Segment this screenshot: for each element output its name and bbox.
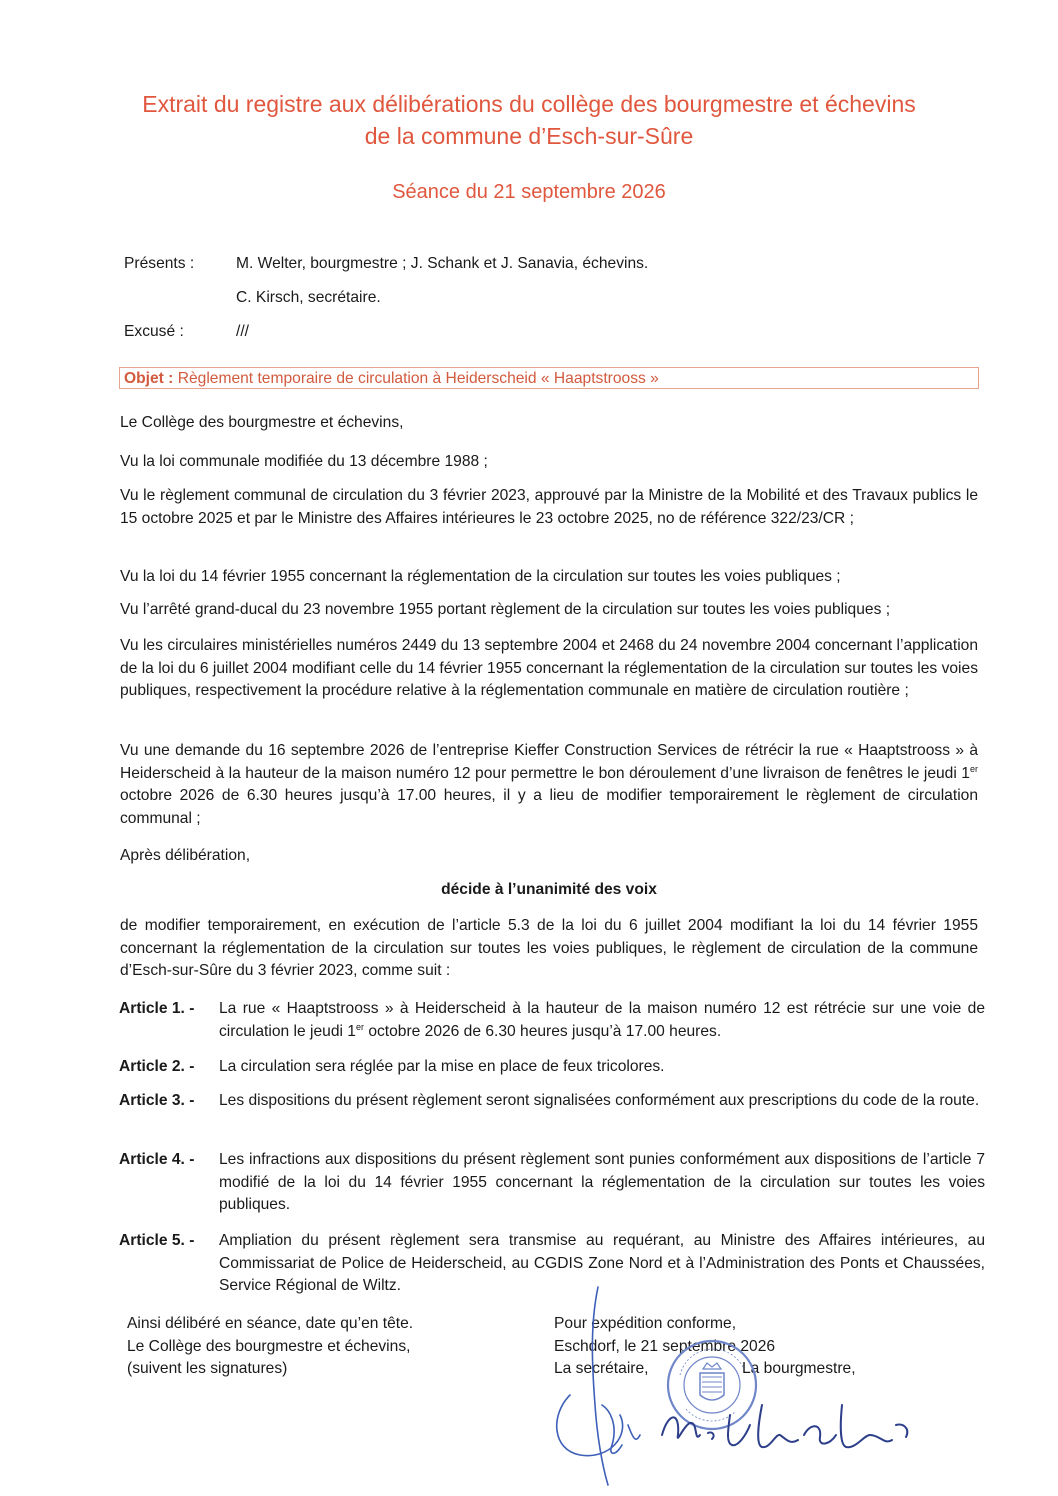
- article-1-text: [219, 998, 985, 1043]
- presents-line-2: C. Kirsch, secrétaire.: [236, 289, 381, 306]
- excuse-label: Excusé :: [124, 323, 184, 340]
- title-line-1: Extrait du registre aux délibérations du collège des bourgmestre et échevins: [142, 91, 916, 117]
- article-1-sup: er: [355, 1021, 364, 1032]
- decision-heading: décide à l’unanimité des voix: [441, 881, 657, 898]
- article-4-label: Article 4. -: [119, 1151, 195, 1168]
- vu-paragraph-4: Vu l’arrêté grand-ducal du 23 novembre 1955 portant règlement de la circulation sur toutes les voies publiques ;: [120, 601, 891, 618]
- article-5-label: Article 5. -: [119, 1232, 195, 1249]
- footer-right-line-2: Eschdorf, le 21 septembre 2026: [554, 1337, 776, 1355]
- bourgmestre-label: La bourgmestre,: [742, 1360, 856, 1377]
- article-3-text: Les dispositions du présent règlement seront signalisées conformément aux prescriptions du code de la route.: [219, 1092, 980, 1109]
- article-2-label: Article 2. -: [119, 1058, 195, 1075]
- objet-box: [119, 367, 979, 389]
- vu-paragraph-6: [120, 740, 978, 830]
- vu6-text-2: octobre 2026 de 6.30 heures jusqu’à 17.00 heures, il y a lieu de modifier temporairement le règlement de circulation communal ;: [120, 787, 978, 827]
- presents-label: Présents :: [124, 255, 195, 272]
- intro-paragraph: Le Collège des bourgmestre et échevins,: [120, 414, 404, 431]
- presents-line-1: M. Welter, bourgmestre ; J. Schank et J. Sanavia, échevins.: [236, 255, 649, 272]
- vu6-text-1: Vu une demande du 16 septembre 2026 de l’entreprise Kieffer Construction Services de rétrécir la rue « Haaptstrooss » à Heiderscheid à la hauteur de la maison numéro 12 pour permettre le bon déroulement d’une livraison de fenêtres le jeudi 1: [120, 742, 978, 782]
- footer-right-line-1: Pour expédition conforme,: [554, 1315, 737, 1332]
- article-4-text: Les infractions aux dispositions du présent règlement sont punies conformément aux dispositions de l’article 7 modifié de la loi du 14 février 1955 concernant la réglementation de la circulation sur toutes les voies publiques.: [219, 1151, 985, 1213]
- vu-paragraph-5: Vu les circulaires ministérielles numéros 2449 du 13 septembre 2004 et 2468 du 24 novembre 2004 concernant l’application de la loi du 6 juillet 2004 modifiant celle du 14 février 1955 concernant la réglementation de la circulation sur toutes les voies publiques, respectivement la procédure relative à la réglementation communale en matière de circulation routière ;: [120, 637, 978, 699]
- article-3-label: Article 3. -: [119, 1092, 195, 1109]
- footer-right: [554, 1313, 775, 1358]
- footer-left-line-3: (suivent les signatures): [127, 1360, 288, 1377]
- article-1-label: Article 1. -: [119, 1000, 195, 1017]
- apres-paragraph: Après délibération,: [120, 847, 251, 864]
- objet-label: Objet :: [124, 370, 174, 387]
- footer-left: [127, 1313, 413, 1381]
- vu-paragraph-3: Vu la loi du 14 février 1955 concernant la réglementation de la circulation sur toutes les voies publiques ;: [120, 568, 841, 585]
- footer-left-line-2: Le Collège des bourgmestre et échevins,: [127, 1337, 411, 1355]
- article-1-text-2: octobre 2026 de 6.30 heures jusqu’à 17.00 heures.: [363, 1022, 722, 1040]
- modifier-paragraph: de modifier temporairement, en exécution de l’article 5.3 de la loi du 6 juillet 2004 modifiant la loi du 14 février 1955 concernant la réglementation de la circulation sur toutes les voies publiques, le règlement de circulation de la commune d’Esch-sur-Sûre du 3 février 2023, comme suit :: [120, 917, 978, 979]
- excuse-value: ///: [236, 323, 249, 340]
- secretaire-label: La secrétaire,: [554, 1360, 649, 1377]
- signature-bourgmestre: [662, 1405, 907, 1447]
- article-1-text-1: La rue « Haaptstrooss » à Heiderscheid à la hauteur de la maison numéro 12 est rétrécie sur une voie de circulation le jeudi 1: [219, 1000, 985, 1040]
- document-title: [60, 88, 998, 152]
- vu-paragraph-1: Vu la loi communale modifiée du 13 décembre 1988 ;: [120, 453, 488, 470]
- footer-left-line-1: Ainsi délibéré en séance, date qu’en tête.: [127, 1315, 414, 1332]
- article-2-text: La circulation sera réglée par la mise en place de feux tricolores.: [219, 1058, 665, 1075]
- objet-text: Règlement temporaire de circulation à Heiderscheid « Haaptstrooss »: [177, 370, 659, 387]
- title-line-2: de la commune d’Esch-sur-Sûre: [364, 123, 694, 149]
- article-5-text: Ampliation du présent règlement sera transmise au requérant, au Ministre des Affaires intérieures, au Commissariat de Police de Heiderscheid, au CGDIS Zone Nord et à l’Administration des Ponts et Chaussées, Service Régional de Wiltz.: [219, 1232, 985, 1294]
- seance-date: Séance du 21 septembre 2026: [392, 181, 666, 203]
- vu6-sup: er: [969, 763, 978, 774]
- vu-paragraph-2: Vu le règlement communal de circulation du 3 février 2023, approuvé par la Ministre de la Mobilité et des Travaux publics le 15 octobre 2025 et par le Ministre des Affaires intérieures le 23 octobre 2025, no de référence 322/23/CR ;: [120, 487, 978, 527]
